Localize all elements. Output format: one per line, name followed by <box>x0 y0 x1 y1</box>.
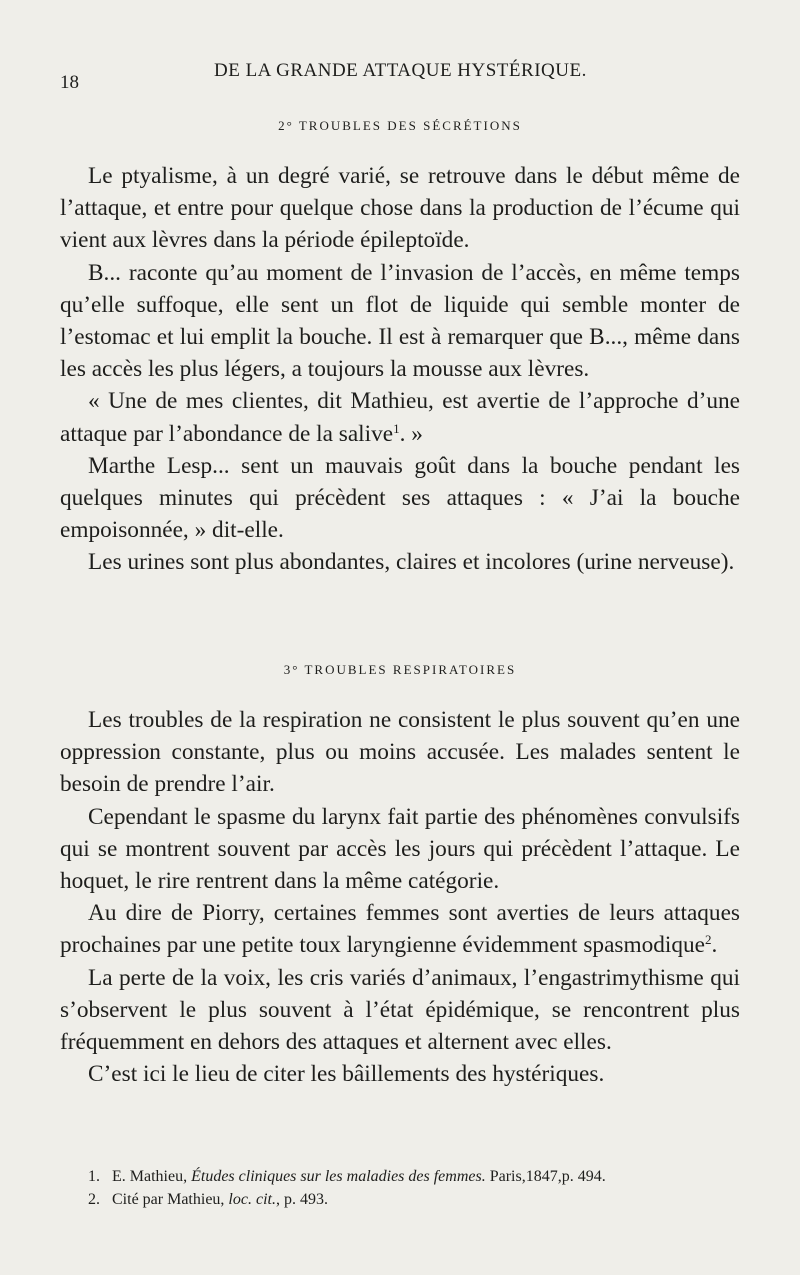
footnote-title: loc. cit. <box>228 1191 276 1208</box>
paragraph <box>60 385 740 449</box>
page-number: 18 <box>60 72 79 93</box>
section-heading-respiratory: 3° TROUBLES RESPIRATOIRES <box>283 662 517 677</box>
paragraph: Marthe Lesp... sent un mauvais goût dans la bouche pendant les quelques minutes qui précèdent ses attaques : « J’ai la bouche empoisonnée, » dit-elle. <box>60 452 740 544</box>
paragraph: Le ptyalisme, à un degré varié, se retrouve dans le début même de l’attaque, et entre pour quelque chose dans la production de l’écume qui vient aux lèvres dans la période épileptoïde. <box>60 163 740 254</box>
footnote-ref: 2 <box>705 932 712 948</box>
paragraph-text: . » <box>399 420 423 447</box>
paragraph: Les urines sont plus abondantes, claires et incolores (urine nerveuse). <box>88 549 735 576</box>
paragraph <box>60 897 740 961</box>
footnote-source: Paris,1847,p. 494. <box>489 1168 606 1185</box>
paragraph: Cependant le spasme du larynx fait partie des phénomènes convulsifs qui se montrent souvent par accès les jours qui précèdent l’attaque. Le hoquet, le rire rentrent dans la même catégorie. <box>60 803 740 895</box>
footnote-number: 1. <box>88 1168 100 1185</box>
paragraph-text: Au dire de Piorry, certaines femmes sont averties de leurs attaques prochaines par une petite toux laryngienne évidemment spasmodique <box>60 900 740 959</box>
footnote-author: Cité par Mathieu, <box>112 1191 225 1208</box>
footnote-title: Études cliniques sur les maladies des femmes. <box>191 1168 486 1185</box>
footnote-ref: 1 <box>393 420 400 436</box>
section-body-respiratory <box>60 704 740 1090</box>
paragraph: Les troubles de la respiration ne consistent le plus souvent qu’en une oppression constante, plus ou moins accusée. Les malades sentent le besoin de prendre l’air. <box>60 707 740 798</box>
paragraph: B... raconte qu’au moment de l’invasion de l’accès, en même temps qu’elle suffoque, elle sent un flot de liquide qui semble monter de l’estomac et lui emplit la bouche. Il est à remarquer que B..., même dans les accès les plus légers, a toujours la mousse aux lèvres. <box>60 259 740 383</box>
paragraph-text: « Une de mes clientes, dit Mathieu, est avertie de l’approche d’une attaque par l’abondance de la salive <box>60 388 740 447</box>
footnote <box>88 1165 748 1188</box>
footnote-author: E. Mathieu, <box>112 1168 188 1185</box>
running-title: DE LA GRANDE ATTAQUE HYSTÉRIQUE. <box>214 60 587 81</box>
page-header <box>60 58 740 93</box>
footnote-source: , p. 493. <box>275 1191 328 1208</box>
footnote-number: 2. <box>88 1191 100 1208</box>
section-heading-secretions: 2° TROUBLES DES SÉCRÉTIONS <box>278 118 522 133</box>
footnote <box>88 1188 748 1211</box>
footnotes <box>88 1165 748 1211</box>
paragraph: La perte de la voix, les cris variés d’animaux, l’engastrimythisme qui s’observent le plus souvent à l’état épidémique, se rencontrent plus fréquemment en dehors des attaques et alternent avec elles. <box>60 964 740 1056</box>
section-body-secretions <box>60 160 740 579</box>
paragraph: C’est ici le lieu de citer les bâillements des hystériques. <box>88 1061 605 1088</box>
paragraph-text: . <box>711 932 718 959</box>
